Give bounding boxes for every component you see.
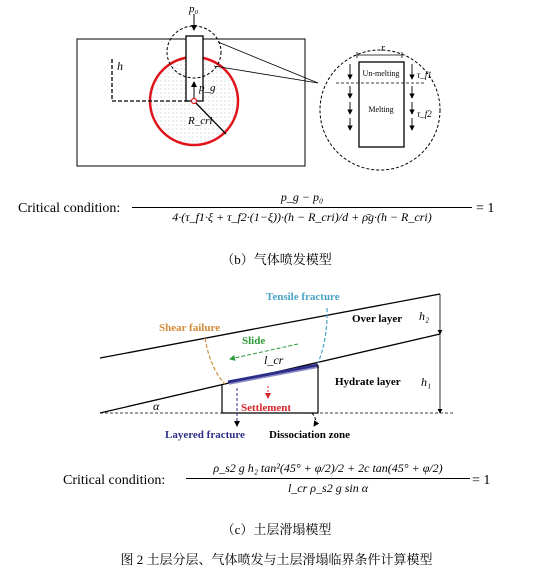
melting-label: Melting — [368, 105, 394, 114]
unmelting-label: Un-melting — [362, 69, 400, 78]
r-label: r — [381, 43, 385, 54]
equation-b-rhs: = 1 — [476, 201, 495, 216]
dissociation-label: Dissociation zone — [269, 429, 350, 441]
rcri-label: R_cri — [188, 115, 213, 127]
landslide-diagram — [0, 268, 553, 448]
equation-c-denominator: l_cr ρ_s2 g sin α — [186, 478, 470, 496]
equation-b-denominator: 4·(τ_f1·ξ + τ_f2·(1−ξ))·(h − R_cri)/d + ρ̄g·(h − R_cri) — [132, 207, 472, 225]
settlement-label: Settlement — [241, 402, 292, 414]
equation-b-fraction — [132, 190, 472, 225]
layered-label: Layered fracture — [165, 429, 245, 441]
caption-b: （b）气体喷发模型 — [221, 252, 332, 267]
gas-eruption-diagram — [0, 0, 553, 200]
pg-label: p_g — [199, 82, 216, 94]
p0-label: p₀ — [189, 3, 199, 15]
equation-c-rhs: = 1 — [472, 473, 491, 488]
equation-b-numerator: p_g − p₀ — [280, 190, 324, 204]
over-layer-label: Over layer — [352, 313, 403, 325]
figure-caption: 图 2 土层分层、气体喷发与土层滑塌临界条件计算模型 — [120, 552, 433, 567]
equation-c-fraction — [186, 461, 470, 496]
slide-label: Slide — [242, 335, 266, 347]
h-label: h — [117, 59, 123, 73]
tau-f2-label: τ_f2 — [417, 109, 432, 119]
h2-label: h₂ — [419, 309, 430, 323]
shear-label: Shear failure — [159, 322, 221, 334]
caption-c: （c）土层滑塌模型 — [221, 522, 332, 537]
equation-b-label: Critical condition: — [18, 201, 121, 216]
lcr-label: l_cr — [264, 353, 284, 367]
equation-c-label: Critical condition: — [63, 473, 166, 488]
hydrate-layer-label: Hydrate layer — [335, 376, 401, 388]
equation-c-numerator: ρ_s2 g h₂ tan²(45° + φ/2)/2 + 2c tan(45° + φ/2) — [213, 461, 443, 475]
tau-f1-label: τ_f1 — [417, 70, 432, 80]
h1-label: h₁ — [421, 375, 432, 389]
tensile-label: Tensile fracture — [266, 291, 340, 303]
alpha-label: α — [153, 399, 160, 413]
